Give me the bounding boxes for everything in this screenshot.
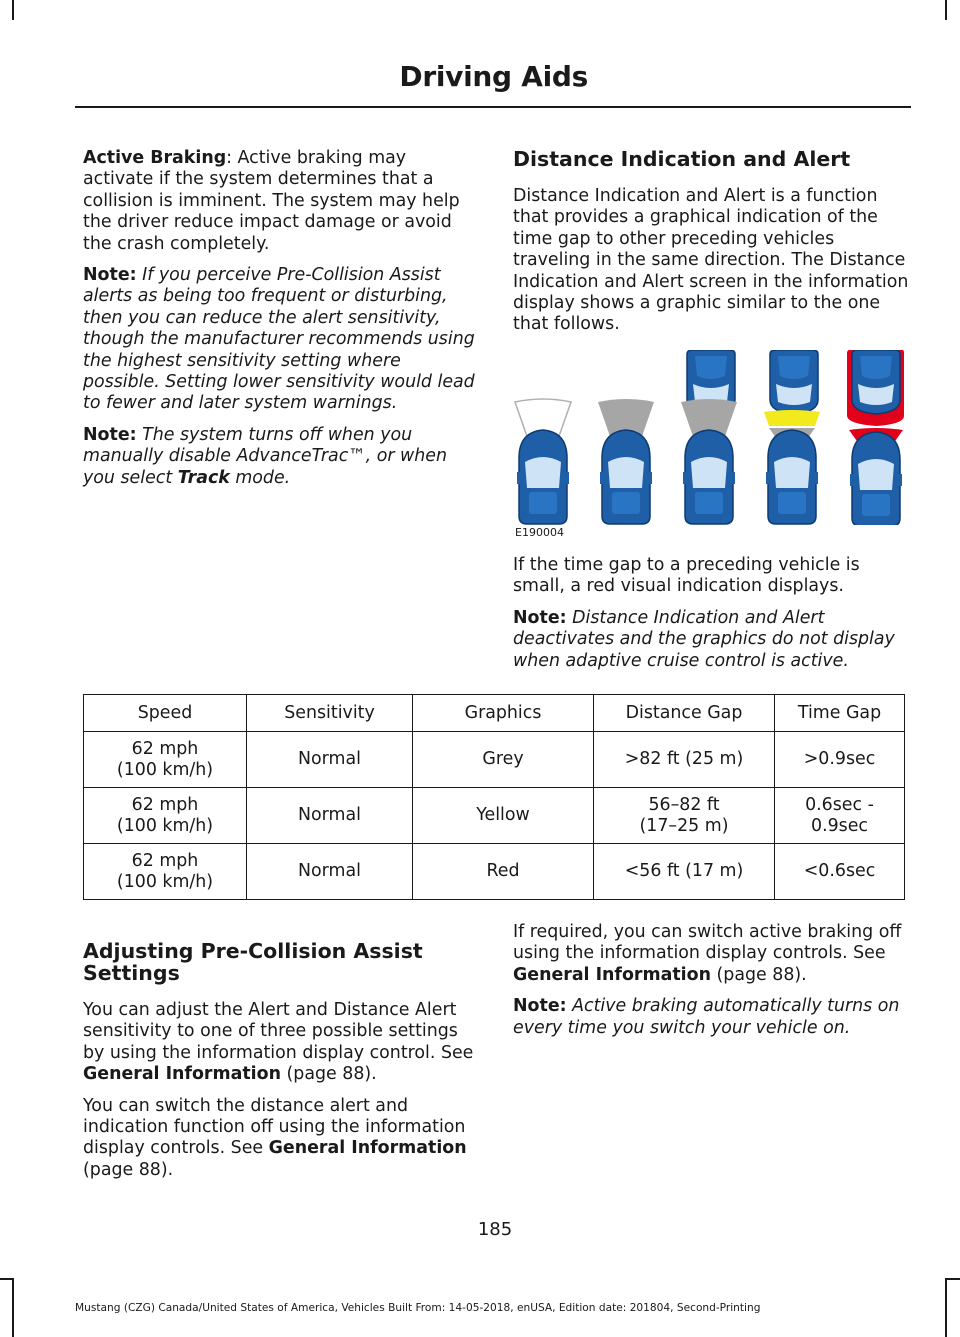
note-system-off	[83, 425, 478, 489]
distance-indication-intro: Distance Indication and Alert is a function that provides a graphical indication of the time gap to other preceding vehicles traveling in the same direction. The Distance Indication and Alert screen in the information display shows a graphic similar to the one that follows.	[513, 186, 909, 335]
red-indication-text: If the time gap to a preceding vehicle is small, a red visual indication displays.	[513, 555, 860, 597]
header-speed: Speed	[84, 695, 247, 732]
cell-distance-gap: 56–82 ft (17–25 m)	[594, 788, 775, 844]
cell-sensitivity: Normal	[247, 844, 413, 900]
cell-time-gap: 0.6sec - 0.9sec	[775, 788, 905, 844]
header-divider	[75, 106, 911, 108]
cell-speed: 62 mph (100 km/h)	[84, 788, 247, 844]
adjust-section-left	[83, 940, 478, 1191]
note-system-off-end: mode.	[229, 467, 291, 488]
note-acc	[513, 608, 911, 672]
right-column-after-figure	[513, 555, 911, 682]
indicator-grey-short	[598, 399, 654, 524]
indicator-yellow	[764, 350, 820, 524]
note-system-off-text: The system turns off when you manually disable AdvanceTrac™, or when you select	[83, 424, 448, 488]
cell-speed: 62 mph (100 km/h)	[84, 844, 247, 900]
note-active-braking	[513, 996, 911, 1039]
header-graphics: Graphics	[413, 695, 594, 732]
crop-mark-bottom-left	[12, 1278, 14, 1337]
note-sensitivity	[83, 265, 478, 415]
left-column	[83, 148, 478, 499]
header-distance-gap: Distance Gap	[594, 695, 775, 732]
right-column	[513, 148, 911, 346]
note-label: Note:	[83, 424, 137, 445]
note-sensitivity-text: If you perceive Pre-Collision Assist alerts as being too frequent or disturbing, then you can reduce the alert sensitivity, though the manufacturer recommends using the highest sensitivity setting where possible. Setting lower sensitivity would lead to fewer and later system warnings.	[83, 265, 475, 414]
general-information-link[interactable]: General Information	[268, 1138, 467, 1159]
cell-distance-gap: <56 ft (17 m)	[594, 844, 775, 900]
distance-gap-table	[83, 694, 905, 900]
active-braking-off-paragraph: If required, you can switch active braking off using the information display controls. See General Information (page 88).	[513, 922, 902, 985]
page-section-title: Driving Aids	[399, 60, 588, 93]
track-mode-label: Track	[177, 467, 230, 488]
cell-sensitivity: Normal	[247, 732, 413, 788]
table-row	[84, 732, 905, 788]
indicator-grey	[681, 350, 737, 524]
note-label: Note:	[513, 607, 567, 628]
adjust-section-right	[513, 922, 911, 1049]
cell-sensitivity: Normal	[247, 788, 413, 844]
adjust-settings-heading: Adjusting Pre-Collision Assist Settings	[83, 939, 423, 985]
active-braking-paragraph	[83, 148, 478, 255]
cell-time-gap: <0.6sec	[775, 844, 905, 900]
crop-mark-top-right	[945, 0, 947, 20]
cell-graphics: Yellow	[413, 788, 594, 844]
switch-alert-paragraph: You can switch the distance alert and indication function off using the information display controls. See General Information (page 88).	[83, 1095, 467, 1180]
crop-mark-top-left	[12, 0, 14, 20]
cell-graphics: Grey	[413, 732, 594, 788]
cell-graphics: Red	[413, 844, 594, 900]
cell-time-gap: >0.9sec	[775, 732, 905, 788]
distance-alert-graphic	[513, 350, 908, 525]
note-label: Note:	[83, 265, 137, 286]
crop-mark-bottom-right-h	[945, 1278, 960, 1280]
cell-speed: 62 mph (100 km/h)	[84, 732, 247, 788]
distance-indication-heading: Distance Indication and Alert	[513, 147, 851, 171]
table-row	[84, 844, 905, 900]
indicator-red	[847, 350, 904, 525]
note-acc-text: Distance Indication and Alert deactivates and the graphics do not display when adaptive cruise control is active.	[513, 607, 895, 671]
general-information-link[interactable]: General Information	[513, 964, 711, 985]
cell-distance-gap: >82 ft (25 m)	[594, 732, 775, 788]
general-information-link[interactable]: General Information	[83, 1064, 281, 1085]
page-number: 185	[477, 1219, 513, 1240]
footer-text: Mustang (CZG) Canada/United States of America, Vehicles Built From: 14-05-2018, enUSA, Edition date: 201804, Second-Printing	[75, 1302, 761, 1314]
header-time-gap: Time Gap	[775, 695, 905, 732]
table-row	[84, 788, 905, 844]
table-header-row	[84, 695, 905, 732]
header-sensitivity: Sensitivity	[247, 695, 413, 732]
note-active-braking-text: Active braking automatically turns on every time you switch your vehicle on.	[513, 996, 900, 1038]
adjust-sensitivity-paragraph: You can adjust the Alert and Distance Alert sensitivity to one of three possible settings by using the information display control. See General Information (page 88).	[83, 1000, 474, 1085]
note-label: Note:	[513, 996, 567, 1017]
active-braking-text: : Active braking may activate if the system determines that a collision is imminent. The system may help the driver reduce impact damage or avoid the crash completely.	[83, 148, 460, 254]
active-braking-lead: Active Braking	[83, 148, 227, 168]
crop-mark-bottom-left-h	[0, 1278, 14, 1280]
crop-mark-bottom-right	[945, 1278, 947, 1337]
indicator-outline	[515, 399, 571, 524]
distance-alert-figure	[513, 350, 908, 540]
figure-code: E190004	[515, 526, 564, 539]
